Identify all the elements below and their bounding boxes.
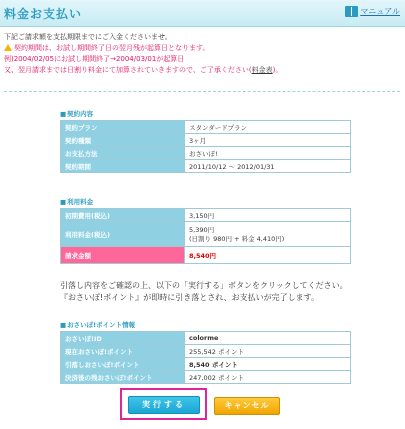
points-label-2: 引落しおさいぽ!ポイント: [61, 358, 185, 371]
points-value-3: 247,002 ポイント: [185, 371, 351, 384]
contract-label-3: 契約期間: [61, 160, 185, 173]
initial-fee-value: 3,150円: [185, 209, 351, 222]
intro-line-3: 例)2004/02/05にお試し期間終了→2004/03/01が起算日: [4, 55, 185, 63]
contract-label-2: お支払方法: [61, 147, 185, 160]
notice-line-1: 引落し内容をご確認の上、以下の「実行する」ボタンをクリックしてください。: [60, 281, 348, 290]
execute-button[interactable]: 実行する: [128, 396, 200, 414]
points-label-3: 決済後の残おさいぽ!ポイント: [61, 371, 185, 384]
table-row: [61, 345, 351, 358]
table-row: [61, 209, 351, 222]
contract-value-2: おさいぽ!: [185, 147, 351, 160]
page-header: [0, 0, 405, 27]
points-label-0: おさいぽ!ID: [61, 332, 185, 345]
cancel-button[interactable]: キャンセル: [214, 397, 280, 415]
intro-line-1: 下記ご請求額を支払期限までにご入金くださいませ。: [4, 33, 172, 41]
points-value-2: 8,540 ポイント: [185, 358, 351, 371]
intro-line-2-text: 契約期間は、お試し期間終了日の翌月残が起算日となります。: [14, 44, 210, 52]
contract-value-3: 2011/10/12 ～ 2012/01/31: [185, 160, 351, 173]
usage-fee-line-1: 5,390円: [189, 226, 215, 234]
contract-value-1: 3ヶ月: [185, 134, 351, 147]
usage-fee-value: [185, 222, 351, 247]
initial-fee-label: 初期費用(税込): [61, 209, 185, 222]
table-row: [61, 121, 351, 134]
points-section-title: ■ おさいぽ!ポイント情報: [60, 320, 135, 329]
divider: [4, 91, 400, 92]
intro-line-4: [4, 65, 402, 76]
table-row: [61, 134, 351, 147]
table-row: [61, 147, 351, 160]
intro-line-4-post: )。: [272, 66, 283, 74]
table-row: [61, 160, 351, 173]
contract-value-0: スタンダードプラン: [185, 121, 351, 134]
points-value-0: colorme: [185, 332, 351, 345]
warning-icon: [4, 44, 12, 51]
contract-label-1: 契約種類: [61, 134, 185, 147]
contract-table: [60, 120, 351, 173]
total-value-cell: [185, 247, 351, 264]
usage-fee-line-2: (日割り 980円 + 料金 4,410円): [189, 235, 285, 243]
total-label: 請求金額: [61, 247, 185, 264]
notice-line-2: 『おさいぽ!ポイント』が即時に引き落とされ、お支払いが完了します。: [60, 293, 320, 302]
manual-label[interactable]: マニュアル: [360, 6, 400, 16]
table-row: [61, 332, 351, 345]
intro-line-2: [4, 43, 402, 54]
fee-table-link[interactable]: 料金表: [251, 66, 273, 74]
notice-text: [60, 280, 400, 304]
fee-table: [60, 208, 351, 264]
total-value: 8,540円: [189, 251, 217, 260]
table-row: [61, 358, 351, 371]
book-icon: [345, 6, 358, 17]
points-label-1: 現在おさいぽ!ポイント: [61, 345, 185, 358]
page-title: 料金お支払い: [4, 7, 83, 21]
points-value-1: 255,542 ポイント: [185, 345, 351, 358]
contract-section-title: ■ 契約内容: [60, 109, 93, 118]
contract-label-0: 契約プラン: [61, 121, 185, 134]
table-row: [61, 222, 351, 247]
table-row: [61, 247, 351, 264]
points-table: [60, 331, 351, 384]
usage-fee-label: 利用料金(税込): [61, 222, 185, 247]
table-row: [61, 371, 351, 384]
intro-line-4-pre: 又、翌月請求までは日割り料金にて加算されていきますので、ご了承ください(: [4, 66, 252, 74]
intro-text: [4, 32, 402, 76]
fee-section-title: ■ 利用料金: [60, 197, 93, 206]
manual-link[interactable]: [345, 4, 400, 18]
